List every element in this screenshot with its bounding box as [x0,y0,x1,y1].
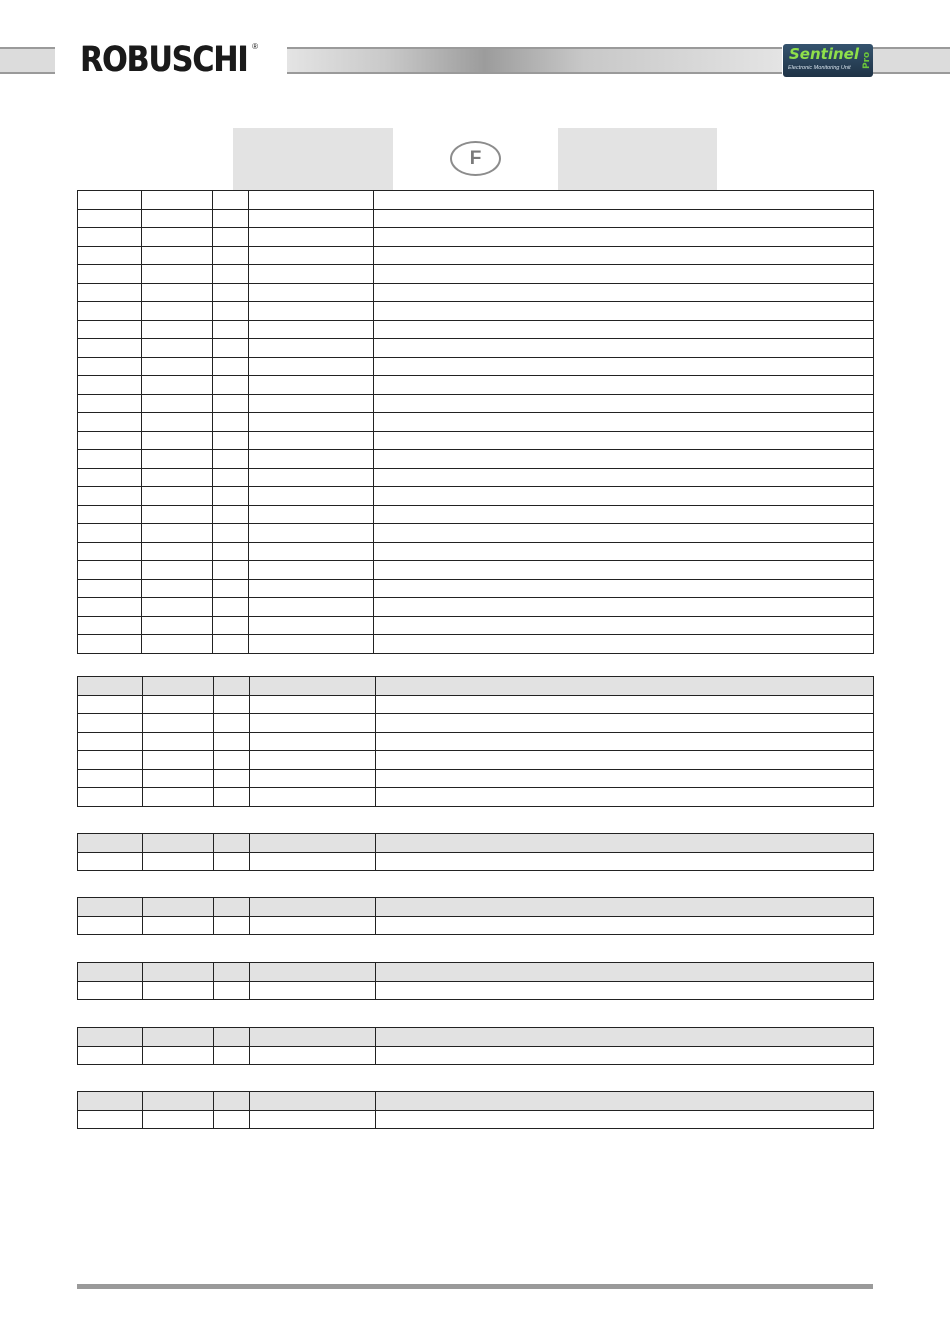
table-cell [374,228,874,247]
table-cell [142,376,213,395]
table-cell [143,981,214,1000]
table-cell [143,1110,214,1129]
table-cell [213,413,249,432]
table-cell [78,209,142,228]
table-cell [78,981,143,1000]
table-cell [376,1110,874,1129]
table-cell [250,1046,376,1065]
table-row [78,788,874,807]
robuschi-logo [80,41,260,81]
table-cell [249,191,374,210]
table-cell [214,1092,250,1111]
table-cell [78,487,142,506]
table-cell [78,916,143,935]
table-row [78,450,874,469]
parameter-table [77,897,874,935]
table-cell [249,579,374,598]
table-row [78,616,874,635]
table-cell [78,376,142,395]
table-cell [376,981,874,1000]
table-cell [78,468,142,487]
table-cell [249,542,374,561]
table-cell [250,963,376,982]
table-cell [143,751,214,770]
table-cell [143,677,214,696]
table-cell [78,524,142,543]
table-cell [142,561,213,580]
table-cell [249,339,374,358]
table-row [78,732,874,751]
table-cell [142,191,213,210]
table-cell [214,677,250,696]
table-cell [376,751,874,770]
table-cell [78,695,143,714]
table-cell [374,635,874,654]
table-cell [78,788,143,807]
table-cell [143,1092,214,1111]
parameter-table [77,676,874,807]
table-cell [213,191,249,210]
table-cell [374,320,874,339]
table-cell [250,695,376,714]
table-cell [214,834,250,853]
table-header-row [78,898,874,917]
robuschi-logo-text: ROBUSCHI [80,40,248,80]
table-cell [250,732,376,751]
table-cell [374,209,874,228]
table-cell [250,852,376,871]
table-row [78,357,874,376]
table-cell [213,246,249,265]
table-cell [78,561,142,580]
table-cell [142,357,213,376]
table-cell [78,579,142,598]
table-cell [78,505,142,524]
table-cell [250,769,376,788]
table-header-row [78,963,874,982]
table-cell [250,788,376,807]
table-row [78,598,874,617]
table-row [78,635,874,654]
table-cell [249,413,374,432]
table-row [78,209,874,228]
table-cell [376,677,874,696]
table-cell [142,228,213,247]
table-cell [214,695,250,714]
table-row [78,413,874,432]
table-cell [250,916,376,935]
table-cell [78,963,143,982]
table-cell [214,769,250,788]
table-cell [142,579,213,598]
table-cell [213,487,249,506]
table-cell [213,598,249,617]
table-row [78,542,874,561]
table-cell [249,431,374,450]
table-header-row [78,1092,874,1111]
sentinel-logo-word: Sentinel [789,45,859,63]
table-cell [142,487,213,506]
table-cell [374,191,874,210]
table-cell [143,695,214,714]
table-cell [374,265,874,284]
table-cell [374,394,874,413]
table-row [78,468,874,487]
table-cell [78,339,142,358]
sentinel-logo-pro: Pro [862,51,872,70]
parameter-table [77,190,874,654]
table-cell [213,265,249,284]
parameter-table [77,833,874,871]
table-row [78,376,874,395]
table-cell [213,561,249,580]
table-cell [250,981,376,1000]
registered-mark: ® [252,42,258,51]
table-cell [249,357,374,376]
table-cell [374,487,874,506]
table-cell [249,228,374,247]
table-header-row [78,1028,874,1047]
table-cell [374,376,874,395]
sentinel-logo-subtitle: Electronic Monitoring Unit [788,65,851,71]
table-cell [213,302,249,321]
table-cell [78,283,142,302]
table-cell [250,834,376,853]
table-cell [376,916,874,935]
table-cell [142,320,213,339]
table-cell [143,1028,214,1047]
table-row [78,561,874,580]
table-cell [213,339,249,358]
table-cell [78,714,143,733]
header-bar-center [287,47,782,74]
table-row [78,302,874,321]
table-cell [213,450,249,469]
table-cell [142,246,213,265]
table-cell [376,898,874,917]
table-cell [214,1028,250,1047]
table-row [78,524,874,543]
table-cell [143,916,214,935]
table-cell [249,209,374,228]
table-cell [78,1110,143,1129]
table-cell [143,834,214,853]
table-cell [143,732,214,751]
table-cell [214,916,250,935]
table-header-row [78,191,874,210]
table-row [78,487,874,506]
table-cell [249,561,374,580]
table-cell [142,616,213,635]
table-cell [142,283,213,302]
table-cell [376,695,874,714]
table-cell [78,1092,143,1111]
table-cell [249,302,374,321]
table-cell [143,898,214,917]
table-cell [142,265,213,284]
table-cell [78,357,142,376]
table-cell [249,616,374,635]
table-cell [142,413,213,432]
table-row [78,852,874,871]
table-cell [249,487,374,506]
table-row [78,714,874,733]
table-cell [143,769,214,788]
table-header-row [78,834,874,853]
table-cell [78,677,143,696]
table-cell [249,246,374,265]
table-cell [213,635,249,654]
table-cell [249,598,374,617]
table-cell [78,616,142,635]
table-cell [142,450,213,469]
table-cell [214,751,250,770]
table-cell [142,302,213,321]
table-row [78,431,874,450]
parameter-table [77,1091,874,1129]
table-cell [376,963,874,982]
table-row [78,1046,874,1065]
table-row [78,320,874,339]
table-cell [213,320,249,339]
parameter-table [77,962,874,1000]
table-cell [374,561,874,580]
table-cell [249,394,374,413]
table-cell [213,357,249,376]
table-cell [78,394,142,413]
table-cell [142,505,213,524]
table-cell [376,714,874,733]
table-cell [214,714,250,733]
table-cell [374,246,874,265]
table-cell [214,852,250,871]
table-cell [250,1110,376,1129]
table-cell [214,1046,250,1065]
table-row [78,228,874,247]
table-cell [78,302,142,321]
table-header-row [78,677,874,696]
footer-rule [77,1284,873,1289]
table-cell [374,339,874,358]
table-cell [142,635,213,654]
title-box-right [558,128,717,190]
table-cell [249,524,374,543]
table-cell [213,616,249,635]
table-cell [376,1028,874,1047]
table-cell [250,677,376,696]
table-cell [213,542,249,561]
table-cell [249,283,374,302]
table-cell [376,788,874,807]
table-cell [142,339,213,358]
table-cell [250,1092,376,1111]
table-cell [376,769,874,788]
table-cell [213,228,249,247]
table-cell [78,246,142,265]
table-cell [249,265,374,284]
table-cell [374,524,874,543]
table-cell [213,394,249,413]
table-cell [376,1046,874,1065]
table-row [78,751,874,770]
table-cell [143,963,214,982]
table-row [78,981,874,1000]
table-cell [374,505,874,524]
table-cell [213,283,249,302]
table-cell [376,834,874,853]
title-box-left [233,128,393,190]
table-cell [78,542,142,561]
table-cell [249,450,374,469]
table-row [78,265,874,284]
table-cell [143,788,214,807]
table-row [78,916,874,935]
table-row [78,695,874,714]
table-cell [250,1028,376,1047]
table-cell [78,1028,143,1047]
table-cell [213,579,249,598]
header-bar-right [872,47,950,74]
table-cell [374,283,874,302]
table-cell [214,981,250,1000]
table-cell [214,898,250,917]
table-cell [249,468,374,487]
table-cell [249,505,374,524]
table-cell [250,751,376,770]
table-cell [374,579,874,598]
table-cell [78,852,143,871]
table-cell [249,376,374,395]
table-cell [374,616,874,635]
table-cell [214,963,250,982]
table-cell [78,265,142,284]
table-cell [78,191,142,210]
parameter-table [77,1027,874,1065]
table-cell [142,468,213,487]
sentinel-pro-logo [783,44,873,77]
table-cell [214,788,250,807]
table-cell [213,209,249,228]
table-cell [374,450,874,469]
table-cell [78,769,143,788]
table-cell [142,394,213,413]
table-row [78,769,874,788]
table-cell [78,431,142,450]
table-cell [213,524,249,543]
table-row [78,394,874,413]
table-cell [376,1092,874,1111]
table-cell [376,852,874,871]
table-cell [249,635,374,654]
table-cell [374,431,874,450]
table-cell [143,714,214,733]
table-cell [78,732,143,751]
table-cell [78,751,143,770]
table-cell [374,542,874,561]
table-row [78,579,874,598]
table-cell [374,598,874,617]
table-cell [214,1110,250,1129]
table-cell [213,505,249,524]
table-cell [142,431,213,450]
table-cell [143,852,214,871]
header-bar-left [0,47,55,74]
table-cell [249,320,374,339]
table-cell [78,635,142,654]
table-cell [374,468,874,487]
table-cell [250,898,376,917]
table-cell [143,1046,214,1065]
table-row [78,246,874,265]
table-cell [374,357,874,376]
table-cell [78,598,142,617]
table-cell [374,413,874,432]
table-cell [376,732,874,751]
table-cell [142,209,213,228]
table-row [78,1110,874,1129]
table-cell [250,714,376,733]
table-cell [78,413,142,432]
table-cell [78,1046,143,1065]
table-row [78,339,874,358]
table-cell [78,898,143,917]
table-cell [142,598,213,617]
table-cell [213,468,249,487]
table-cell [213,376,249,395]
table-cell [213,431,249,450]
table-cell [78,834,143,853]
table-cell [374,302,874,321]
table-cell [142,524,213,543]
language-badge: F [450,141,501,176]
table-cell [78,450,142,469]
table-row [78,283,874,302]
table-cell [142,542,213,561]
table-row [78,505,874,524]
table-cell [214,732,250,751]
table-cell [78,320,142,339]
table-cell [78,228,142,247]
